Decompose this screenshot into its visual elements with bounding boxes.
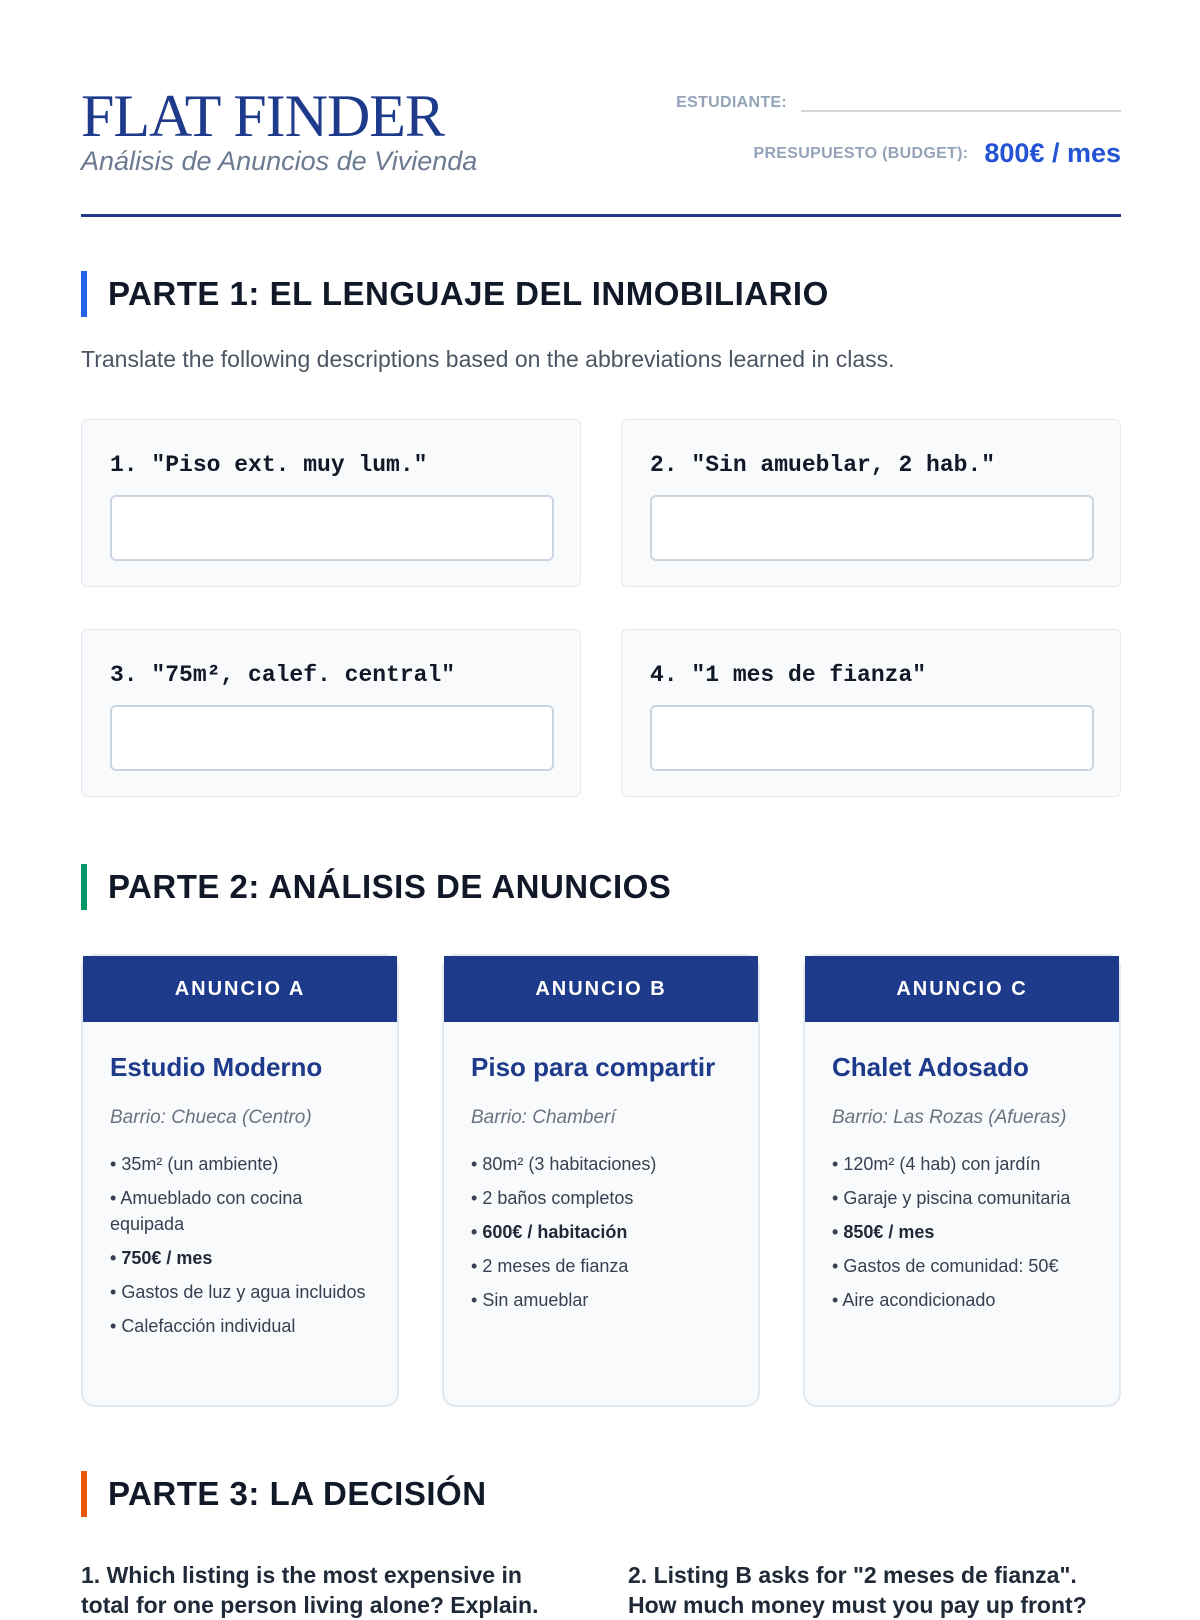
listing-card-b <box>442 954 760 1407</box>
listing-header: ANUNCIO A <box>83 956 397 1022</box>
feature-item: • Sin amueblar <box>471 1287 732 1313</box>
listing-neighborhood: Barrio: Chueca (Centro) <box>110 1107 312 1128</box>
part3-heading <box>81 1471 487 1517</box>
page-title: FLAT FINDER <box>81 83 444 149</box>
feature-item: • Gastos de luz y agua incluidos <box>110 1279 371 1305</box>
translation-card-2 <box>621 419 1121 587</box>
student-field <box>676 88 1121 112</box>
translation-input-2[interactable] <box>650 495 1094 561</box>
translation-prompt-1: 1. "Piso ext. muy lum." <box>110 452 428 478</box>
price-item: • 600€ / habitación <box>471 1219 732 1245</box>
price-item: • 750€ / mes <box>110 1245 371 1271</box>
feature-item: • Garaje y piscina comunitaria <box>832 1185 1093 1211</box>
translation-card-3 <box>81 629 581 797</box>
student-label: ESTUDIANTE: <box>676 94 787 111</box>
listing-title: Chalet Adosado <box>832 1052 1029 1082</box>
listing-title: Piso para compartir <box>471 1052 716 1082</box>
translation-prompt-2: 2. "Sin amueblar, 2 hab." <box>650 452 996 478</box>
translation-input-3[interactable] <box>110 705 554 771</box>
feature-item: • Aire acondicionado <box>832 1287 1093 1313</box>
decision-question-2: 2. Listing B asks for "2 meses de fianza". How much money must you pay up front? <box>628 1562 1087 1618</box>
listing-features <box>110 1151 371 1339</box>
part2-title: PARTE 2: ANÁLISIS DE ANUNCIOS <box>108 868 672 905</box>
translation-card-4 <box>621 629 1121 797</box>
decision-question-1: 1. Which listing is the most expensive in total for one person living alone? Explain. <box>81 1562 539 1618</box>
translation-input-1[interactable] <box>110 495 554 561</box>
listing-header: ANUNCIO B <box>444 956 758 1022</box>
feature-item: • 80m² (3 habitaciones) <box>471 1151 732 1177</box>
worksheet-page <box>81 0 1121 1618</box>
feature-item: • Gastos de comunidad: 50€ <box>832 1253 1093 1279</box>
listing-features <box>471 1151 732 1313</box>
translation-prompt-4: 4. "1 mes de fianza" <box>650 662 927 688</box>
translation-card-1 <box>81 419 581 587</box>
feature-item: • 2 meses de fianza <box>471 1253 732 1279</box>
part1-instruction: Translate the following descriptions based on the abbreviations learned in class. <box>81 346 895 372</box>
part1-heading <box>81 271 829 317</box>
feature-item: • 120m² (4 hab) con jardín <box>832 1151 1093 1177</box>
feature-item: • Calefacción individual <box>110 1313 371 1339</box>
feature-item: • 2 baños completos <box>471 1185 732 1211</box>
listing-card-c <box>803 954 1121 1407</box>
translation-prompt-3: 3. "75m², calef. central" <box>110 662 456 688</box>
budget-value: 800€ / mes <box>984 138 1121 168</box>
student-name-line[interactable] <box>801 88 1121 112</box>
part1-title: PARTE 1: EL LENGUAJE DEL INMOBILIARIO <box>108 275 829 312</box>
part2-heading <box>81 864 671 910</box>
feature-item: • Amueblado con cocina equipada <box>110 1185 371 1237</box>
listing-neighborhood: Barrio: Chamberí <box>471 1107 616 1128</box>
listing-title: Estudio Moderno <box>110 1052 323 1082</box>
listing-features <box>832 1151 1093 1313</box>
budget-label: PRESUPUESTO (BUDGET): <box>753 144 969 162</box>
part3-title: PARTE 3: LA DECISIÓN <box>108 1475 487 1512</box>
feature-item: • 35m² (un ambiente) <box>110 1151 371 1177</box>
listing-neighborhood: Barrio: Las Rozas (Afueras) <box>832 1107 1067 1128</box>
listing-header: ANUNCIO C <box>805 956 1119 1022</box>
translation-input-4[interactable] <box>650 705 1094 771</box>
budget-info <box>753 138 1121 169</box>
section-accent-bar <box>81 1471 87 1517</box>
listing-card-a <box>81 954 399 1407</box>
section-accent-bar <box>81 864 87 910</box>
worksheet-header <box>81 80 1121 217</box>
section-accent-bar <box>81 271 87 317</box>
page-subtitle: Análisis de Anuncios de Vivienda <box>81 146 478 176</box>
price-item: • 850€ / mes <box>832 1219 1093 1245</box>
